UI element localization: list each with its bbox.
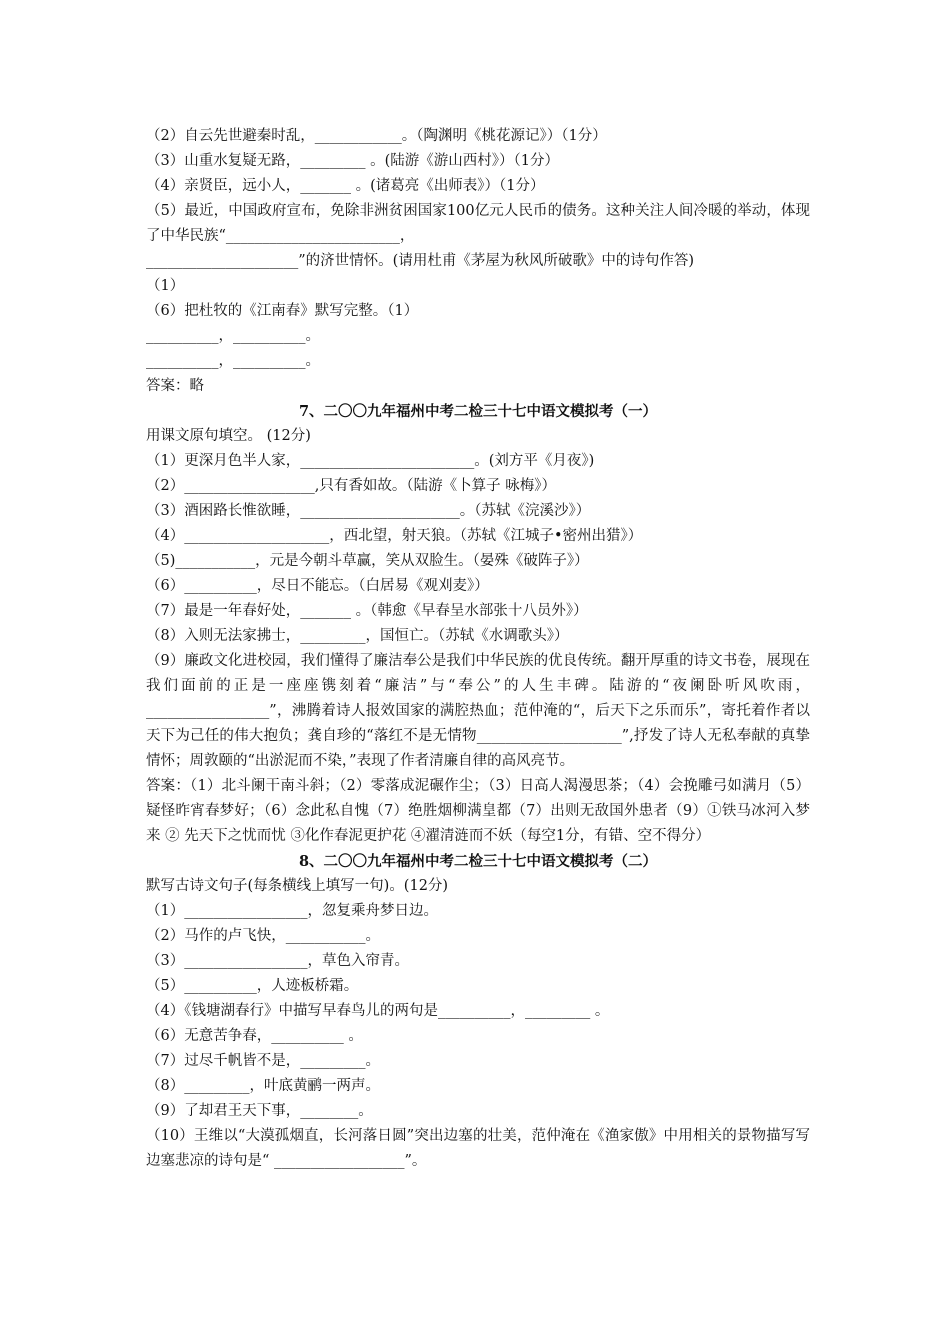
s8-question-2: （2）马作的卢飞快，___________。 (146, 928, 380, 944)
s7-question-2: （2）__________________,只有香如故。（陆游《卜算子 咏梅》） (146, 478, 556, 494)
section-7-instruction: 用课文原句填空。 (12分) (146, 428, 311, 444)
question-2-peach-blossom: （2）自云先世避秦时乱，____________。（陶渊明《桃花源记》）（1分） (146, 128, 607, 144)
s7-question-9-paragraph: （9）廉政文化进校园，我们懂得了廉洁奉公是我们中华民族的优良传统。翻开厚重的诗文书卷，展现在我们面前的正是一座座镌刻着“廉洁”与“奉公”的人生丰碑。陆游的“夜阑卧听风吹雨，_________________”，沸腾着诗人报效国家的满腔热血；范仲淹的“，后天下之乐而乐”，寄托着作者以天下为己任的伟大抱负；龚自珍的“落红不是无情物____________________”,抒发了诗人无私奉献的真挚情怀；周敦颐的“出淤泥而不染，”表现了作者清廉自律的高风亮节。 (146, 653, 810, 769)
s7-answer-paragraph: 答案：（1）北斗阑干南斗斜；（2）零落成泥碾作尘；（3）日高人渴漫思茶；（4）会挽雕弓如满月（5）疑怪昨宵春梦好；（6）念此私自愧（7）绝胜烟柳满皇都（7）出则无敌国外患者（9）①铁马冰河入梦来 ② 先天下之忧而忧 ③化作春泥更护花 ④濯清涟而不妖（每空1分，有错、空不得分） (146, 778, 810, 844)
s8-question-4: （4）《钱塘湖春行》中描写早春鸟儿的两句是__________，_________ 。 (146, 1003, 610, 1019)
question-5-score: （1） (146, 278, 185, 294)
s8-question-8: （8）_________，叶底黄鹂一两声。 (146, 1078, 380, 1094)
s7-question-1: （1）更深月色半人家，________________________。(刘方平《月夜》) (146, 453, 595, 469)
blank-line: __________，__________。 (146, 328, 320, 344)
document-page (146, 124, 810, 1174)
s8-question-9: （9）了却君王天下事，________。 (146, 1103, 373, 1119)
question-6-jiangnanchun: （6）把杜牧的《江南春》默写完整。（1） (146, 303, 419, 319)
question-5-continuation: _____________________”的济世情怀。(请用杜甫《茅屋为秋风所破歌》中的诗句作答) (146, 253, 694, 269)
blank-line: __________，__________。 (146, 353, 320, 369)
s8-question-10-paragraph: （10）王维以“大漠孤烟直，长河落日圆”突出边塞的壮美，范仲淹在《渔家傲》中用相关的景物描写写边塞悲凉的诗句是“ __________________”。 (146, 1128, 810, 1169)
section-7-heading: 7、二〇〇九年福州中考二检三十七中语文模拟考（一） (298, 403, 658, 420)
s8-question-6: （6）无意苦争春，__________ 。 (146, 1028, 363, 1044)
section-8-instruction: 默写古诗文句子(每条横线上填写一句)。(12分) (146, 878, 449, 894)
question-4-chushibiao: （4）亲贤臣，远小人，_______ 。(诸葛亮《出师表》）（1分） (146, 178, 545, 194)
s7-question-7: （7）最是一年春好处，_______ 。（韩愈《早春呈水部张十八员外》） (146, 603, 588, 619)
s7-question-3: （3）酒困路长惟欲睡，______________________。（苏轼《浣溪沙》） (146, 503, 591, 519)
answer-line: 答案：略 (146, 378, 204, 394)
section-8-heading: 8、二〇〇九年福州中考二检三十七中语文模拟考（二） (298, 853, 658, 870)
s8-question-1: （1）_________________，忽复乘舟梦日边。 (146, 903, 438, 919)
s7-question-4: （4）____________________，西北望，射天狼。（苏轼《江城子•密州出猎》） (146, 528, 643, 544)
s8-question-7: （7）过尽千帆皆不是，_________。 (146, 1053, 380, 1069)
question-5-paragraph: （5）最近，中国政府宣布，免除非洲贫困国家100亿元人民币的债务。这种关注人间冷暖的举动，体现了中华民族“________________________， (146, 203, 810, 244)
question-3-shanxi-village: （3）山重水复疑无路，_________ 。(陆游《游山西村》）（1分） (146, 153, 559, 169)
s8-question-3: （3）_________________，草色入帘青。 (146, 953, 409, 969)
s8-question-5: （5）__________，人迹板桥霜。 (146, 978, 359, 994)
s7-question-8: （8）入则无法家拂士，_________，国恒亡。（苏轼《水调歌头》） (146, 628, 569, 644)
s7-question-5: （5)___________，元是今朝斗草赢，笑从双脸生。（晏殊《破阵子》） (146, 553, 589, 569)
s7-question-6: （6）__________，尽日不能忘。（白居易《观刈麦》） (146, 578, 489, 594)
